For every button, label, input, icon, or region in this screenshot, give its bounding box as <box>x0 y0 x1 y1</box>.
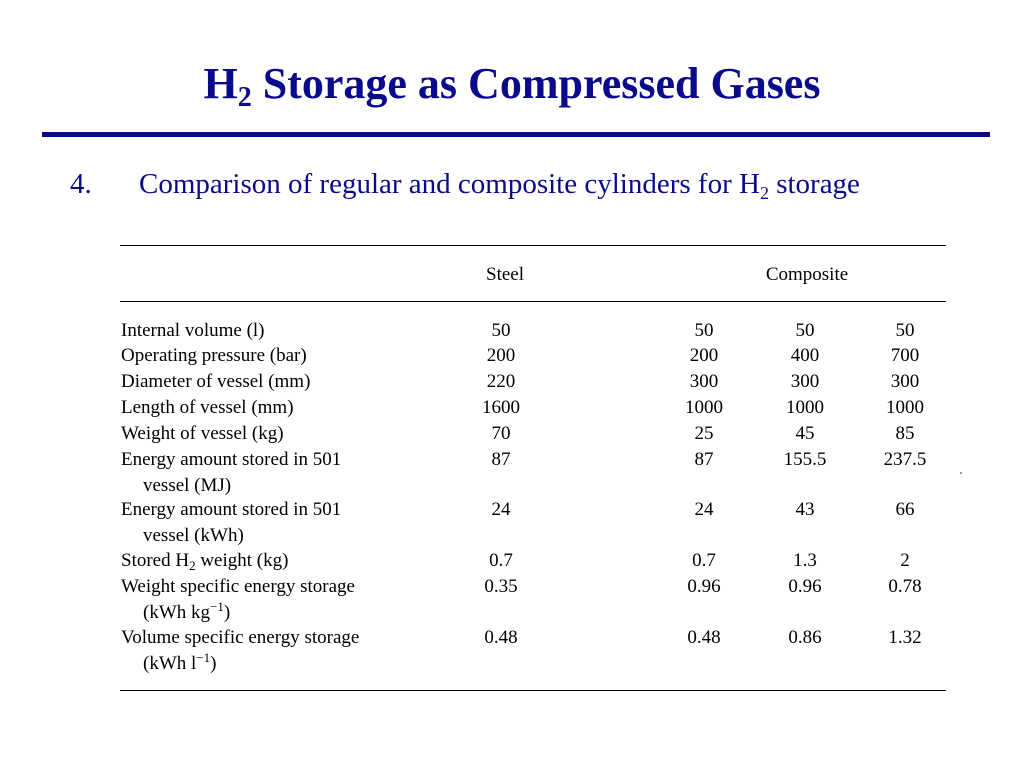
cell-steel: 0.35 <box>484 576 518 597</box>
row-label: Weight specific energy storage <box>121 576 355 597</box>
cell-composite-3: 1.32 <box>888 627 922 648</box>
cell-composite-1: 50 <box>694 320 714 341</box>
table-row <box>0 345 1024 371</box>
cell-composite-3: 0.78 <box>888 576 922 597</box>
cell-composite-3: 85 <box>895 423 915 444</box>
table-row <box>0 449 1024 496</box>
table-row <box>0 550 1024 576</box>
row-label: Operating pressure (bar) <box>121 345 307 366</box>
header-composite: Composite <box>765 264 849 285</box>
header-rule <box>120 301 946 302</box>
cell-composite-2: 1.3 <box>793 550 817 571</box>
row-label: Weight of vessel (kg) <box>121 423 284 444</box>
row-label2-superscript: −1 <box>196 650 211 665</box>
cell-steel: 0.48 <box>484 627 518 648</box>
cell-composite-3: 50 <box>895 320 915 341</box>
cell-composite-3: 300 <box>890 371 920 392</box>
subtitle-number: 4. <box>70 168 92 200</box>
cell-composite-1: 25 <box>694 423 714 444</box>
row-label: Length of vessel (mm) <box>121 397 294 418</box>
cell-composite-2: 300 <box>790 371 820 392</box>
cell-steel: 1600 <box>482 397 520 418</box>
cell-composite-1: 200 <box>689 345 719 366</box>
cell-composite-2: 45 <box>795 423 815 444</box>
cell-composite-2: 1000 <box>786 397 824 418</box>
cell-composite-3: 1000 <box>886 397 924 418</box>
row-label-continued: vessel (kWh) <box>143 525 244 546</box>
cell-composite-1: 300 <box>689 371 719 392</box>
stray-dot <box>960 472 962 474</box>
row-label: Diameter of vessel (mm) <box>121 371 311 392</box>
subtitle-main: Comparison of regular and composite cylinders for H <box>139 168 760 200</box>
cell-composite-3: 237.5 <box>883 449 927 470</box>
row-label: Volume specific energy storage <box>121 627 360 648</box>
title-subscript: 2 <box>237 82 252 113</box>
row-label-subscript: 2 <box>189 558 196 573</box>
table-row <box>0 371 1024 397</box>
table-row <box>0 576 1024 623</box>
cell-composite-2: 50 <box>795 320 815 341</box>
cell-composite-2: 43 <box>795 499 815 520</box>
cell-steel: 50 <box>491 320 511 341</box>
cell-composite-1: 87 <box>694 449 714 470</box>
row-label-rest: weight (kg) <box>195 550 289 571</box>
row-label2-superscript: −1 <box>210 599 224 614</box>
row-label: Internal volume (l) <box>121 320 265 341</box>
cell-composite-1: 0.48 <box>687 627 721 648</box>
cell-composite-2: 400 <box>790 345 820 366</box>
cell-composite-2: 155.5 <box>783 449 827 470</box>
title-rest: Storage as Compressed Gases <box>251 59 821 108</box>
row-label2-main: (kWh kg <box>143 602 211 623</box>
cell-steel: 200 <box>486 345 516 366</box>
header-steel: Steel <box>486 264 524 285</box>
title-h: H <box>203 59 238 108</box>
table-bottom-rule <box>120 690 946 691</box>
cell-composite-2: 0.86 <box>788 627 822 648</box>
row-label2-rest: ) <box>223 602 231 623</box>
row-label-continued <box>143 599 231 624</box>
cell-steel: 70 <box>491 423 511 444</box>
cell-composite-3: 2 <box>900 550 910 571</box>
cell-composite-1: 24 <box>694 499 714 520</box>
table-row <box>0 627 1024 674</box>
cell-composite-1: 0.7 <box>692 550 716 571</box>
row-label-main: Stored H <box>121 550 190 571</box>
row-label <box>121 550 288 572</box>
row-label-continued <box>143 650 217 675</box>
cell-steel: 87 <box>491 449 511 470</box>
row-label: Energy amount stored in 501 <box>121 449 342 470</box>
cell-steel: 220 <box>486 371 516 392</box>
cell-composite-3: 66 <box>895 499 915 520</box>
row-label: Energy amount stored in 501 <box>121 499 342 520</box>
table-row <box>0 499 1024 546</box>
row-label2-rest: ) <box>210 653 217 674</box>
cell-steel: 24 <box>491 499 511 520</box>
subtitle-subscript: 2 <box>759 183 769 203</box>
cell-composite-1: 1000 <box>685 397 723 418</box>
table-row <box>0 320 1024 346</box>
subtitle-rest: storage <box>768 168 860 200</box>
table-row <box>0 423 1024 449</box>
table-top-rule <box>120 245 946 246</box>
cell-steel: 0.7 <box>489 550 513 571</box>
row-label-continued: vessel (MJ) <box>143 475 232 496</box>
row-label2-main: (kWh l <box>143 653 197 674</box>
cell-composite-3: 700 <box>890 345 920 366</box>
cell-composite-2: 0.96 <box>788 576 822 597</box>
table-row <box>0 397 1024 423</box>
cell-composite-1: 0.96 <box>687 576 721 597</box>
